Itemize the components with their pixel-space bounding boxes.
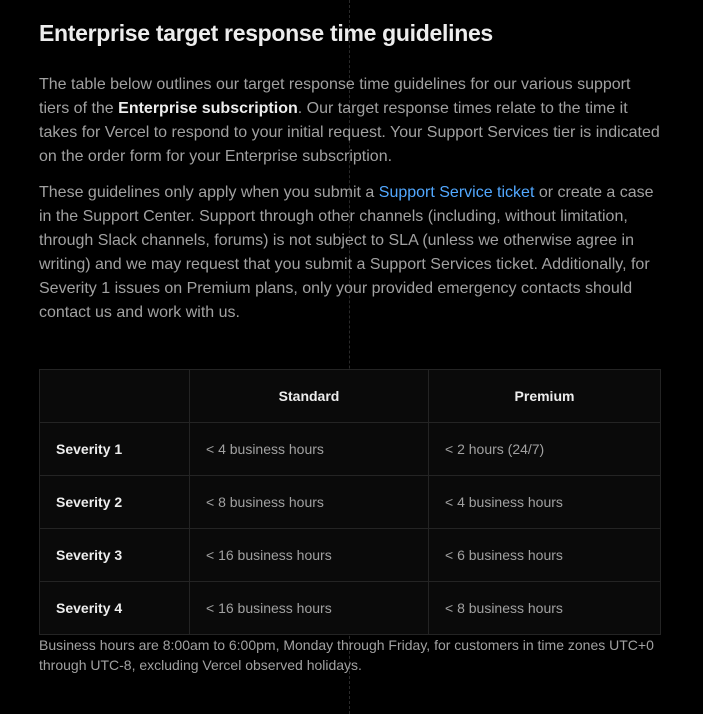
- header-standard: Standard: [190, 370, 429, 423]
- response-time-table: [39, 369, 661, 635]
- standard-cell: < 16 business hours: [190, 582, 429, 635]
- section-heading: Enterprise target response time guidelines: [39, 20, 493, 46]
- premium-cell: < 4 business hours: [429, 476, 661, 529]
- header-empty: [40, 370, 190, 423]
- intro-text-1: The table below outlines our target response time guidelines for our various support tiers of the: [39, 76, 631, 117]
- guidelines-text-1: These guidelines only apply when you submit a: [39, 184, 379, 201]
- table-row: [40, 582, 661, 635]
- enterprise-subscription-bold: Enterprise subscription: [118, 100, 298, 117]
- standard-cell: < 16 business hours: [190, 529, 429, 582]
- premium-cell: < 8 business hours: [429, 582, 661, 635]
- severity-cell: Severity 3: [40, 529, 190, 582]
- table-row: [40, 423, 661, 476]
- intro-text-2: . Our target response times relate to the time it takes for Vercel to respond to your initial request. Your Support Services tier is indicated on the order form for your Enterprise subscription.: [39, 100, 660, 165]
- table-row: [40, 529, 661, 582]
- guidelines-text-2: or create a case in the Support Center. Support through other channels (including, without limitation, through Slack channels, forums) is not subject to SLA (unless we otherwise agree in writing) and we may request that you submit a Support Services ticket. Additionally, for Severity 1 issues on Premium plans, only your provided emergency contacts should contact us and work with us.: [39, 184, 654, 321]
- intro-paragraph: [39, 73, 661, 169]
- severity-cell: Severity 1: [40, 423, 190, 476]
- severity-cell: Severity 4: [40, 582, 190, 635]
- table-header-row: [40, 370, 661, 423]
- support-service-ticket-link[interactable]: Support Service ticket: [378, 184, 535, 201]
- premium-cell: < 6 business hours: [429, 529, 661, 582]
- severity-cell: Severity 2: [40, 476, 190, 529]
- standard-cell: < 4 business hours: [190, 423, 429, 476]
- table-row: [40, 476, 661, 529]
- standard-cell: < 8 business hours: [190, 476, 429, 529]
- business-hours-note: Business hours are 8:00am to 6:00pm, Monday through Friday, for customers in time zones UTC+0 through UTC-8, excluding Vercel observed holidays.: [39, 637, 654, 673]
- guidelines-paragraph: [39, 181, 661, 325]
- header-premium: Premium: [429, 370, 661, 423]
- premium-cell: < 2 hours (24/7): [429, 423, 661, 476]
